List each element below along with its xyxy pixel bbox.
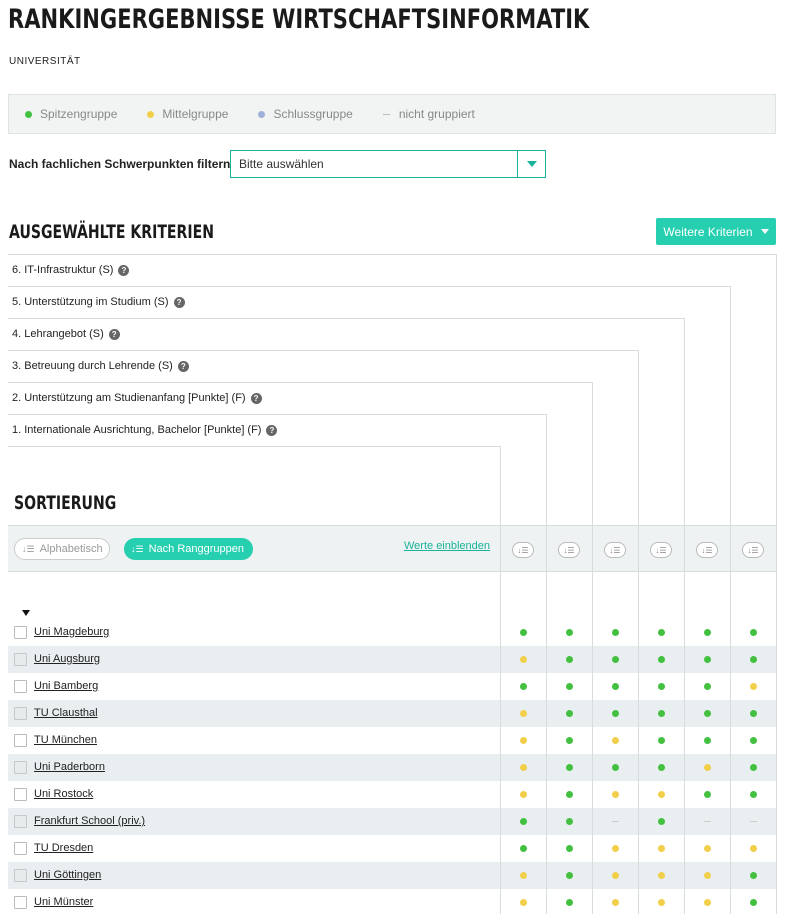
blue-dot-icon bbox=[258, 111, 265, 118]
more-criteria-button[interactable] bbox=[656, 218, 776, 245]
green-dot-icon bbox=[566, 737, 573, 744]
table-row bbox=[8, 727, 776, 754]
yellow-dot-icon bbox=[520, 764, 527, 771]
green-dot-icon bbox=[750, 656, 757, 663]
dropdown-toggle[interactable] bbox=[517, 151, 545, 177]
green-dot-icon bbox=[750, 899, 757, 906]
green-dot-icon bbox=[612, 629, 619, 636]
compare-checkbox[interactable] bbox=[14, 842, 27, 855]
green-dot-icon bbox=[704, 737, 711, 744]
column-sort-button[interactable]: ↓☰ bbox=[558, 542, 580, 558]
sort-alphabetical-button[interactable] bbox=[14, 538, 110, 560]
focus-filter-select[interactable] bbox=[230, 150, 546, 178]
green-dot-icon bbox=[612, 656, 619, 663]
filter-select-value: Bitte auswählen bbox=[239, 157, 324, 171]
yellow-dot-icon bbox=[520, 737, 527, 744]
criterion-label-text: 1. Internationale Ausrichtung, Bachelor [Punkte] (F) bbox=[12, 424, 262, 436]
table-row bbox=[8, 835, 776, 862]
yellow-dot-icon bbox=[658, 872, 665, 879]
green-dot-icon bbox=[704, 710, 711, 717]
university-link[interactable]: Uni Münster bbox=[34, 896, 94, 908]
university-link[interactable]: TU Clausthal bbox=[34, 707, 98, 719]
legend-label: Schlussgruppe bbox=[273, 107, 353, 121]
green-dot-icon bbox=[658, 656, 665, 663]
university-link[interactable]: Uni Rostock bbox=[34, 788, 94, 800]
green-dot-icon bbox=[566, 818, 573, 825]
table-row bbox=[8, 646, 776, 673]
legend-item-yellow bbox=[147, 107, 228, 121]
column-sort-button[interactable]: ↓☰ bbox=[696, 542, 718, 558]
chevron-down-icon bbox=[761, 229, 769, 234]
green-dot-icon bbox=[750, 629, 757, 636]
table-row bbox=[8, 889, 776, 914]
compare-checkbox[interactable] bbox=[14, 896, 27, 909]
help-icon[interactable]: ? bbox=[178, 361, 189, 372]
criterion-divider bbox=[8, 286, 730, 287]
green-dot-icon bbox=[704, 791, 711, 798]
green-dot-icon bbox=[750, 872, 757, 879]
university-link[interactable]: Uni Bamberg bbox=[34, 680, 99, 692]
compare-checkbox[interactable] bbox=[14, 653, 27, 666]
green-dot-icon bbox=[658, 818, 665, 825]
sort-bar bbox=[8, 525, 776, 572]
green-dot-icon bbox=[566, 683, 573, 690]
university-link[interactable]: Frankfurt School (priv.) bbox=[34, 815, 146, 827]
yellow-dot-icon bbox=[612, 845, 619, 852]
column-grid-line bbox=[592, 525, 593, 914]
not-grouped-dash-icon bbox=[704, 821, 711, 822]
criterion-label-text: 2. Unterstützung am Studienanfang [Punkte] (F) bbox=[12, 392, 246, 404]
criterion-label-text: 6. IT-Infrastruktur (S) bbox=[12, 264, 114, 276]
table-row bbox=[8, 673, 776, 700]
yellow-dot-icon bbox=[520, 710, 527, 717]
green-dot-icon bbox=[566, 629, 573, 636]
legend-item-green bbox=[25, 107, 117, 121]
sort-icon: ↓☰ bbox=[131, 543, 144, 554]
column-sort-button[interactable]: ↓☰ bbox=[650, 542, 672, 558]
yellow-dot-icon bbox=[704, 899, 711, 906]
green-dot-icon bbox=[658, 764, 665, 771]
table-row bbox=[8, 808, 776, 835]
not-grouped-dash-icon bbox=[612, 821, 619, 822]
yellow-dot-icon bbox=[704, 845, 711, 852]
compare-checkbox[interactable] bbox=[14, 680, 27, 693]
filter-label: Nach fachlichen Schwerpunkten filtern bbox=[9, 157, 231, 171]
yellow-dot-icon bbox=[520, 656, 527, 663]
university-link[interactable]: TU München bbox=[34, 734, 97, 746]
green-dot-icon bbox=[520, 629, 527, 636]
legend-item-blue bbox=[258, 107, 352, 121]
green-dot-icon bbox=[566, 845, 573, 852]
yellow-dot-icon bbox=[520, 791, 527, 798]
compare-checkbox[interactable] bbox=[14, 815, 27, 828]
green-dot-icon bbox=[612, 710, 619, 717]
criterion-label bbox=[12, 392, 262, 404]
university-link[interactable]: Uni Augsburg bbox=[34, 653, 101, 665]
university-link[interactable]: TU Dresden bbox=[34, 842, 94, 854]
green-dot-icon bbox=[25, 111, 32, 118]
sort-by-rank-button[interactable] bbox=[124, 538, 253, 560]
compare-checkbox[interactable] bbox=[14, 707, 27, 720]
green-dot-icon bbox=[566, 656, 573, 663]
help-icon[interactable]: ? bbox=[266, 425, 277, 436]
criterion-label bbox=[12, 424, 277, 436]
green-dot-icon bbox=[566, 710, 573, 717]
green-dot-icon bbox=[566, 764, 573, 771]
criteria-section-title: AUSGEWÄHLTE KRITERIEN bbox=[9, 221, 214, 243]
green-dot-icon bbox=[520, 845, 527, 852]
green-dot-icon bbox=[658, 737, 665, 744]
table-row bbox=[8, 619, 776, 646]
column-grid-line bbox=[546, 525, 547, 914]
criteria-border bbox=[8, 254, 776, 255]
green-dot-icon bbox=[566, 872, 573, 879]
green-dot-icon bbox=[658, 710, 665, 717]
criterion-label bbox=[12, 328, 120, 340]
legend bbox=[8, 94, 776, 134]
compare-checkbox[interactable] bbox=[14, 869, 27, 882]
green-dot-icon bbox=[566, 899, 573, 906]
university-link[interactable]: Uni Paderborn bbox=[34, 761, 105, 773]
help-icon[interactable]: ? bbox=[118, 265, 129, 276]
green-dot-icon bbox=[658, 683, 665, 690]
compare-checkbox[interactable] bbox=[14, 734, 27, 747]
yellow-dot-icon bbox=[658, 845, 665, 852]
column-grid-line bbox=[500, 525, 501, 914]
column-grid-line bbox=[776, 525, 777, 914]
criterion-label bbox=[12, 360, 189, 372]
sort-direction-icon[interactable] bbox=[22, 610, 30, 616]
university-link[interactable]: Uni Göttingen bbox=[34, 869, 102, 881]
criterion-label-text: 3. Betreuung durch Lehrende (S) bbox=[12, 360, 173, 372]
green-dot-icon bbox=[704, 629, 711, 636]
green-dot-icon bbox=[704, 656, 711, 663]
table-row bbox=[8, 700, 776, 727]
table-row bbox=[8, 862, 776, 889]
yellow-dot-icon bbox=[750, 845, 757, 852]
column-sort-button[interactable]: ↓☰ bbox=[742, 542, 764, 558]
column-grid-line bbox=[638, 525, 639, 914]
yellow-dot-icon bbox=[520, 899, 527, 906]
column-grid-line bbox=[730, 525, 731, 914]
sort-icon: ↓☰ bbox=[22, 543, 35, 554]
chevron-down-icon bbox=[527, 161, 537, 167]
criterion-divider bbox=[8, 350, 638, 351]
column-sort-button[interactable]: ↓☰ bbox=[604, 542, 626, 558]
yellow-dot-icon bbox=[612, 899, 619, 906]
green-dot-icon bbox=[750, 737, 757, 744]
yellow-dot-icon bbox=[612, 737, 619, 744]
green-dot-icon bbox=[566, 791, 573, 798]
legend-item-none bbox=[383, 107, 475, 121]
compare-checkbox[interactable] bbox=[14, 761, 27, 774]
table-row bbox=[8, 781, 776, 808]
yellow-dot-icon bbox=[520, 872, 527, 879]
criterion-label-text: 5. Unterstützung im Studium (S) bbox=[12, 296, 169, 308]
green-dot-icon bbox=[612, 764, 619, 771]
criterion-label bbox=[12, 296, 185, 308]
sort-by-rank-label: Nach Ranggruppen bbox=[148, 543, 244, 555]
yellow-dot-icon bbox=[704, 872, 711, 879]
green-dot-icon bbox=[704, 683, 711, 690]
table-row bbox=[8, 754, 776, 781]
help-icon[interactable]: ? bbox=[174, 297, 185, 308]
not-grouped-dash-icon bbox=[750, 821, 757, 822]
university-link[interactable]: Uni Magdeburg bbox=[34, 626, 110, 638]
green-dot-icon bbox=[750, 791, 757, 798]
more-criteria-label: Weitere Kriterien bbox=[663, 224, 753, 239]
green-dot-icon bbox=[658, 629, 665, 636]
legend-label: Mittelgruppe bbox=[162, 107, 229, 121]
yellow-dot-icon bbox=[658, 899, 665, 906]
legend-label: nicht gruppiert bbox=[398, 107, 475, 121]
green-dot-icon bbox=[750, 710, 757, 717]
column-grid-line bbox=[684, 525, 685, 914]
yellow-dot-icon bbox=[704, 764, 711, 771]
sorting-section-title: SORTIERUNG bbox=[14, 492, 117, 514]
criterion-divider bbox=[8, 382, 592, 383]
sort-alphabetical-label: Alphabetisch bbox=[39, 543, 103, 555]
page-title: RANKINGERGEBNISSE WIRTSCHAFTSINFORMATIK bbox=[8, 4, 590, 35]
green-dot-icon bbox=[612, 683, 619, 690]
yellow-dot-icon bbox=[750, 683, 757, 690]
green-dot-icon bbox=[520, 683, 527, 690]
help-icon[interactable]: ? bbox=[109, 329, 120, 340]
show-values-link[interactable]: Werte einblenden bbox=[404, 540, 491, 552]
dash-icon bbox=[383, 114, 390, 115]
yellow-dot-icon bbox=[612, 791, 619, 798]
page-subtitle: UNIVERSITÄT bbox=[9, 56, 81, 67]
column-sort-button[interactable]: ↓☰ bbox=[512, 542, 534, 558]
yellow-dot-icon bbox=[147, 111, 154, 118]
green-dot-icon bbox=[750, 764, 757, 771]
yellow-dot-icon bbox=[612, 872, 619, 879]
green-dot-icon bbox=[520, 818, 527, 825]
criterion-divider bbox=[8, 446, 500, 447]
criterion-divider bbox=[8, 414, 546, 415]
criterion-divider bbox=[8, 318, 684, 319]
compare-checkbox[interactable] bbox=[14, 788, 27, 801]
yellow-dot-icon bbox=[658, 791, 665, 798]
help-icon[interactable]: ? bbox=[251, 393, 262, 404]
criterion-label-text: 4. Lehrangebot (S) bbox=[12, 328, 104, 340]
legend-label: Spitzengruppe bbox=[40, 107, 118, 121]
criterion-label bbox=[12, 264, 129, 276]
compare-checkbox[interactable] bbox=[14, 626, 27, 639]
